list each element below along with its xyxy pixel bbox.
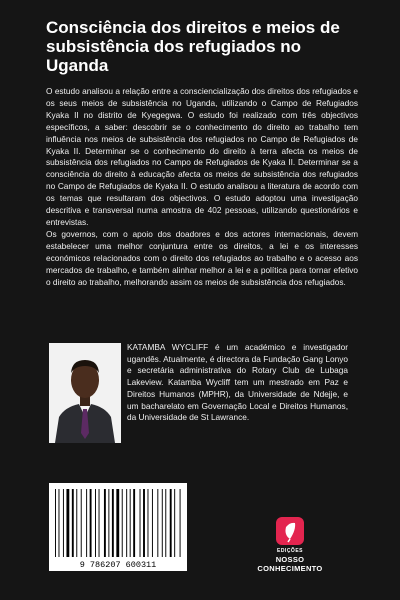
abstract-paragraph-1: O estudo analisou a relação entre a consciencialização dos direitos dos refugiados e os seus meios de subsistência no Uganda, utilizando o Campo de Refugiados Kyaka II no distrito de Kyegegwa. O estudo foi realizado com três objectivos específicos, a saber: descobrir se o conhecimento do direito ao trabalho tem influência nos meios de subsistência dos refugiados no Campo de Refugiados de Kyaka II. Determinar se o conhecimento do direito à terra afecta os meios de subsistência dos refugiados no Campo de Refugiados de Kyaka II. Determinar se a consciência do direito à educação afecta os meios de subsistência dos refugiados no Campo de Refugiados de Kyaka II. O estudo analisou a literatura de acordo com os temas que resultaram dos objectivos. O estudo adoptou uma investigação descritiva e transversal numa amostra de 402 pessoas, utilizando questionários e entrevistas. — [46, 86, 358, 227]
barcode-bar — [130, 489, 131, 557]
abstract — [46, 86, 358, 288]
barcode-bar — [126, 489, 127, 557]
barcode-bar — [63, 489, 64, 557]
barcode-bar — [104, 489, 106, 557]
barcode-bar — [112, 489, 114, 557]
barcode-bar — [72, 489, 74, 557]
barcode-bar — [90, 489, 92, 557]
book-title: Consciência dos direitos e meios de subsistência dos refugiados no Uganda — [46, 18, 340, 75]
barcode-bar — [55, 489, 56, 557]
barcode-bar — [162, 489, 163, 557]
barcode-bar — [157, 489, 158, 557]
barcode-bar — [143, 489, 145, 557]
isbn-digits: 9 786207 600311 — [79, 560, 157, 570]
publisher-line-1: EDIÇÕES — [276, 548, 303, 554]
quill-icon — [276, 517, 304, 545]
publisher-line-2: NOSSO CONHECIMENTO — [257, 555, 323, 573]
barcode-bar — [165, 489, 166, 557]
barcode-bar — [152, 489, 153, 557]
barcode-bar — [170, 489, 172, 557]
barcode-bar — [95, 489, 96, 557]
barcode-bar — [133, 489, 135, 557]
author-bio: KATAMBA WYCLIFF é um académico e investigador ugandês. Atualmente, é directora da Fundação Gang Lonyo e secretária administrativa do Rotary Club de Lubaga Lakeview. Katamba Wycliff tem um mestrado em Paz e Direitos Humanos (MPHR), da Universidade de Ndejje, e um bacharelato em Governação Local e Direitos Humanos, da Universidade de St Lawrance. — [127, 342, 348, 423]
barcode-bar — [59, 489, 60, 557]
barcode-bar — [66, 489, 69, 557]
barcode-bar — [180, 489, 181, 557]
barcode-bar — [76, 489, 77, 557]
author-photo — [49, 343, 121, 443]
barcode-bar — [140, 489, 141, 557]
isbn-barcode — [49, 483, 187, 571]
publisher-logo — [250, 517, 330, 573]
barcode-bar — [116, 489, 119, 557]
barcode-bar — [86, 489, 87, 557]
barcode-bar — [174, 489, 175, 557]
barcode-bar — [108, 489, 109, 557]
barcode-bar — [122, 489, 123, 557]
barcode-bar — [81, 489, 82, 557]
barcode-bar — [148, 489, 149, 557]
barcode-bar — [99, 489, 100, 557]
abstract-paragraph-2: Os governos, com o apoio dos doadores e dos actores internacionais, devem estabelecer uma melhor conjuntura entre os direitos, a lei e os interesses económicos relacionados com o direito dos refugiados ao trabalho e o acesso aos mercados de trabalho, e também alinhar melhor a lei e a política para tornar efetivo o direito ao trabalho, melhorando assim os meios de subsistência dos refugiados. — [46, 228, 358, 287]
